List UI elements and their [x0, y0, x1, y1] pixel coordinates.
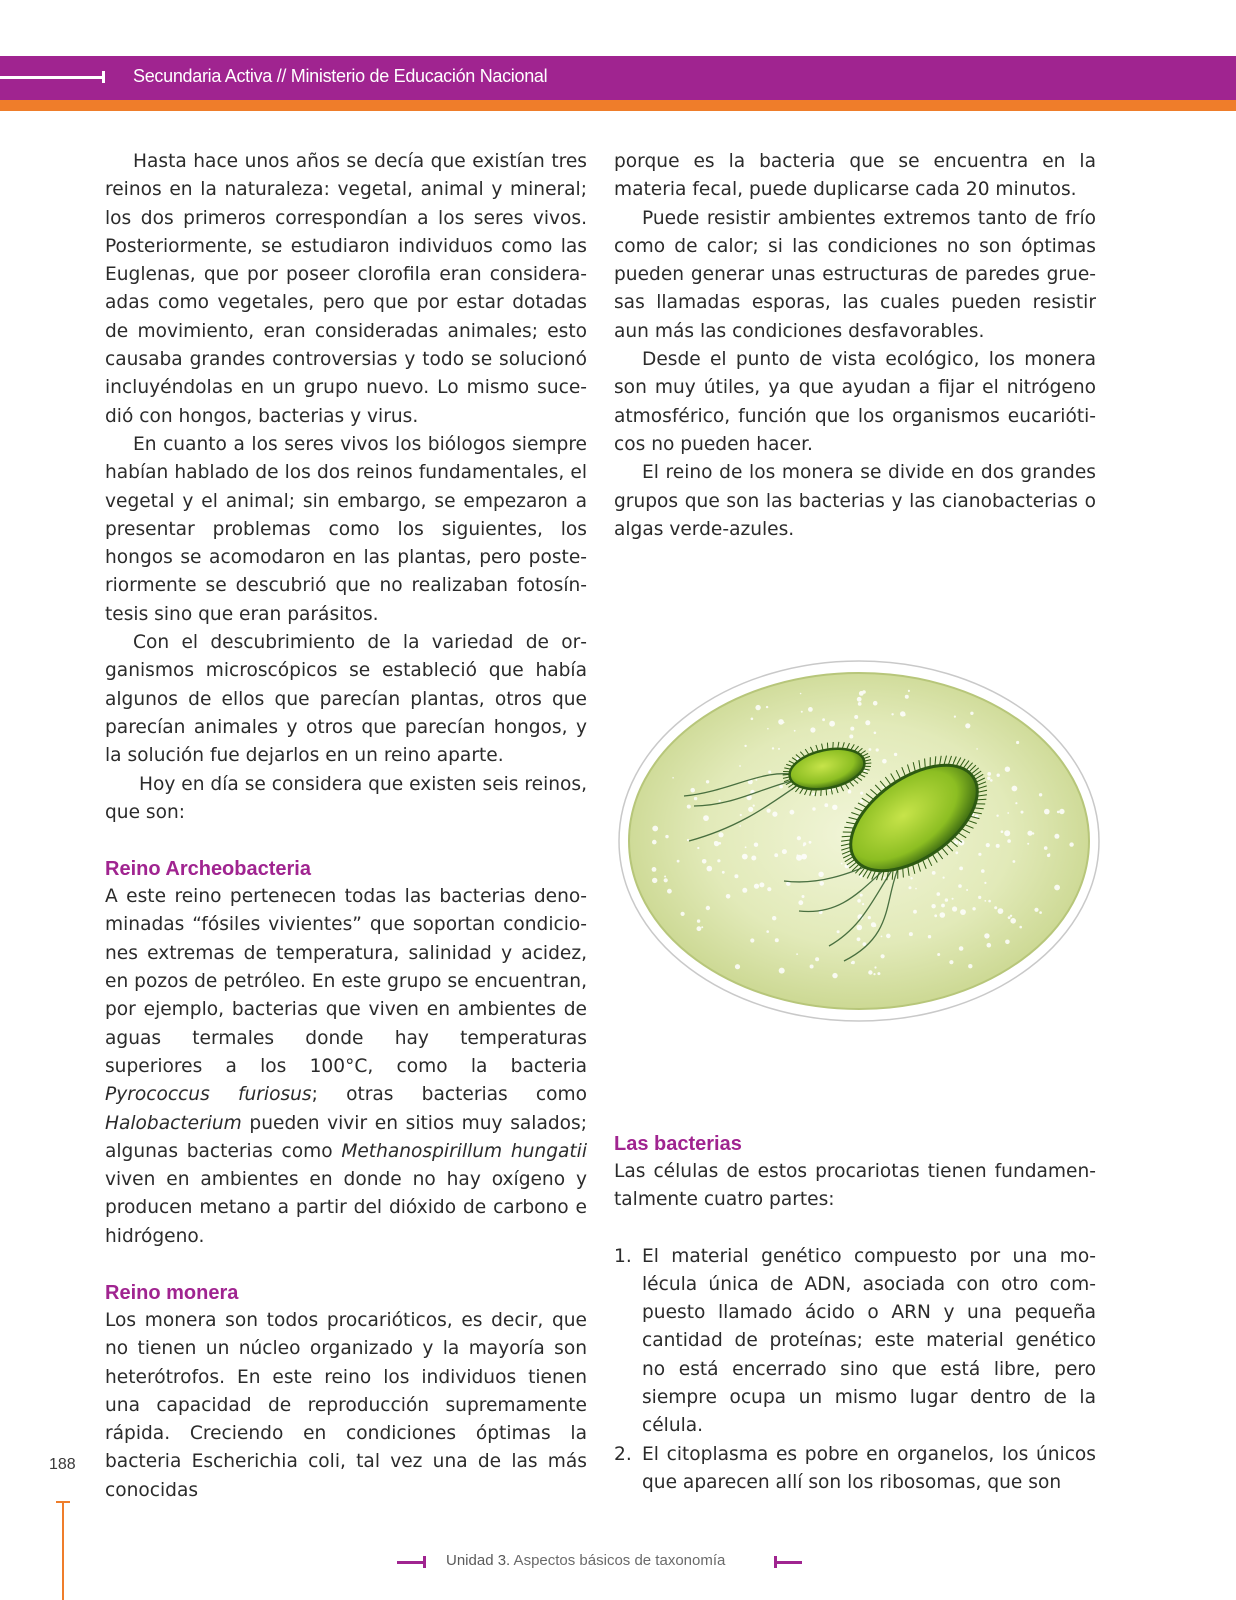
speckle — [801, 711, 803, 713]
speckle — [984, 900, 986, 902]
speckle — [775, 938, 779, 942]
speckle — [1049, 853, 1051, 855]
speckle — [794, 730, 796, 732]
speckle — [667, 889, 672, 894]
groups-paragraph: El reino de los monera se divide en dos grandes grupos que son las bacterias y las cianobacterias o algas verde-azules. — [614, 462, 1096, 540]
speckle — [1059, 809, 1064, 814]
speckle — [751, 856, 756, 861]
speckle — [1021, 811, 1024, 814]
speckle — [1010, 915, 1012, 917]
speckle — [829, 721, 835, 727]
speckle — [1012, 786, 1018, 792]
speckle — [819, 881, 824, 886]
spores-paragraph: Puede resistir ambientes extremos tanto de frío como de calor; si las condiciones no son óptimas pueden generar unas estructuras de paredes gruesas llamadas esporas, las cuales pueden resistir aun más las condiciones desfavorables. — [614, 207, 1096, 342]
speckle — [932, 871, 936, 875]
speckle — [706, 780, 709, 783]
speckle — [876, 748, 879, 751]
speckle — [941, 904, 945, 908]
speckle — [744, 745, 746, 747]
speckle — [1039, 793, 1042, 796]
speckle — [905, 695, 909, 699]
speckle — [1004, 830, 1010, 836]
speckle — [931, 904, 935, 908]
speckle — [850, 727, 854, 731]
speckle — [664, 876, 666, 878]
speckle — [913, 910, 917, 914]
speckle — [976, 748, 978, 750]
speckle — [755, 705, 760, 710]
cilium — [976, 799, 986, 800]
speckle — [978, 853, 981, 856]
speckle — [664, 878, 668, 882]
speckle — [958, 884, 962, 888]
speckle — [928, 935, 931, 938]
speckle — [707, 866, 713, 872]
speckle — [873, 701, 878, 706]
speckle — [882, 759, 887, 764]
speckle — [672, 777, 674, 779]
cilium — [842, 836, 852, 837]
page-number: 188 — [49, 1456, 76, 1473]
speckle — [972, 907, 975, 910]
speckle — [1015, 802, 1017, 804]
speckle — [1007, 812, 1009, 814]
header-rule — [0, 76, 104, 79]
speckle — [755, 779, 757, 781]
speckle — [694, 797, 697, 800]
speckle — [796, 855, 802, 861]
speckle — [1027, 831, 1032, 836]
speckle — [858, 702, 862, 706]
speckle — [949, 960, 953, 964]
species-methanospirillum: Methanospirillum hungatii — [341, 1140, 588, 1162]
speckle — [800, 693, 802, 695]
speckle — [894, 753, 897, 756]
speckle — [869, 748, 872, 751]
speckle — [934, 914, 937, 917]
speckle — [1005, 767, 1010, 772]
speckle — [945, 898, 948, 901]
speckle — [767, 728, 769, 730]
bacteria-petri-dish-illustration — [614, 656, 1104, 1026]
speckle — [860, 894, 863, 897]
speckle — [796, 953, 798, 955]
speckle — [915, 888, 917, 890]
speckle — [984, 933, 989, 938]
speckle — [706, 906, 710, 910]
speckle — [748, 807, 753, 812]
speckle — [808, 707, 813, 712]
speckle — [1034, 908, 1038, 912]
speckle — [873, 924, 876, 927]
speckle — [981, 869, 985, 873]
cilium — [826, 789, 827, 796]
list-item: 1. El material genético compuesto por una molécula única de ADN, asociada con otro compuesto llamado ácido o ARN y una pequeña cantidad de proteínas; este material genético no está encerrado sino que está libre, pero siempre ocupa un mismo lugar dentro de la célula. — [614, 1245, 1096, 1437]
page-margin-rule-tick — [56, 1501, 70, 1503]
speckle — [702, 859, 707, 864]
speckle — [690, 788, 695, 793]
speckle — [873, 973, 875, 975]
bacteria-parts-list — [614, 1243, 1096, 1498]
speckle — [874, 966, 876, 968]
speckle — [772, 747, 774, 749]
speckle — [952, 898, 954, 900]
speckle — [868, 970, 872, 974]
speckle — [1057, 811, 1060, 814]
speckle — [802, 895, 805, 898]
speckle — [1001, 830, 1004, 833]
heading-monera: Reino monera — [105, 1281, 239, 1304]
speckle — [718, 800, 720, 802]
speckle — [832, 805, 837, 810]
speckle — [714, 841, 718, 845]
speckle — [970, 712, 973, 715]
speckle — [1008, 916, 1011, 919]
ecology-paragraph: Desde el punto de vista ecológico, los monera son muy útiles, ya que ayudan a fijar el nitrógeno atmosférico, función que los organismos eucarióticos no pueden hacer. — [614, 349, 1096, 455]
speckle — [766, 930, 769, 933]
speckle — [803, 844, 805, 846]
cilium — [925, 759, 926, 769]
footer-rule-right — [775, 1561, 802, 1564]
speckle — [652, 826, 658, 832]
intro-paragraph-2: En cuanto a los seres vivos los biólogos siempre habían hablado de los dos reinos fundamentales, el vegetal y el animal; sin embargo, se empezaron a presentar problemas como los siguientes, los hongos se acomodaron en las plantas, pero posteriormente se descubrió que no realizaban fotosíntesis sino que eran parásitos. — [105, 433, 587, 625]
speckle — [959, 946, 964, 951]
speckle — [687, 839, 689, 841]
speckle — [860, 799, 863, 802]
speckle — [848, 790, 852, 794]
speckle — [854, 715, 858, 719]
speckle — [1054, 885, 1060, 891]
speckle — [740, 814, 742, 816]
footer-rule-left-tick — [423, 1556, 426, 1568]
speckle — [998, 908, 1004, 914]
speckle — [665, 835, 668, 838]
speckle — [774, 853, 778, 857]
speckle — [734, 874, 738, 878]
header-title: Secundaria Activa // Ministerio de Educación Nacional — [133, 66, 548, 86]
speckle — [801, 854, 807, 860]
speckle — [857, 899, 861, 903]
speckle — [857, 925, 863, 931]
speckle — [857, 937, 861, 941]
speckle — [987, 943, 992, 948]
speckle — [782, 849, 787, 854]
speckle — [940, 912, 946, 918]
speckle — [798, 900, 803, 905]
speckle — [1054, 834, 1059, 839]
speckle — [778, 719, 784, 725]
speckle — [968, 964, 972, 968]
cilium — [783, 774, 790, 775]
speckle — [859, 691, 864, 696]
speckle — [994, 906, 997, 909]
speckle — [717, 859, 720, 862]
speckle — [965, 723, 970, 728]
speckle — [910, 877, 912, 879]
speckle — [652, 867, 657, 872]
speckle — [987, 777, 990, 780]
speckle — [1027, 843, 1029, 845]
speckle — [1039, 911, 1042, 914]
speckle — [750, 938, 754, 942]
speckle — [759, 882, 764, 887]
speckle — [1016, 741, 1019, 744]
header-accent-stripe — [0, 100, 1236, 111]
speckle — [877, 972, 880, 975]
speckle — [824, 803, 828, 807]
speckle — [955, 851, 958, 854]
speckle — [881, 954, 885, 958]
speckle — [996, 815, 998, 817]
speckle — [862, 903, 864, 905]
speckle — [778, 748, 780, 750]
species-halobacterium: Halobacterium — [105, 1112, 242, 1134]
speckle — [1019, 926, 1022, 929]
speckle — [754, 884, 759, 889]
left-column — [105, 148, 587, 1505]
speckle — [984, 882, 986, 884]
speckle — [753, 805, 755, 807]
speckle — [652, 840, 657, 845]
speckle — [810, 727, 815, 732]
speckle — [1069, 842, 1073, 846]
speckle — [886, 934, 891, 939]
continuation-paragraph: porque es la bacteria que se encuentra en la materia fecal, puede duplicarse cada 20 minutos. — [614, 151, 1096, 201]
speckle — [767, 887, 771, 891]
speckle — [703, 815, 709, 821]
speckle — [697, 847, 699, 849]
speckle — [959, 867, 963, 871]
speckle — [790, 810, 795, 815]
speckle — [966, 889, 968, 891]
speckle — [809, 841, 812, 844]
speckle — [812, 807, 815, 810]
speckle — [909, 932, 913, 936]
speckle — [742, 854, 748, 860]
speckle — [742, 888, 747, 893]
speckle — [952, 906, 957, 911]
speckle — [745, 846, 747, 848]
intro-paragraph-3: Con el descubrimiento de la variedad de organismos microscópicos se estableció que había algunos de ellos que parecían plantas, otros que parecían animales y otros que parecían hongos, y la solución fue dejarlos en un reino aparte. — [105, 632, 587, 767]
bacterias-intro: Las células de estos procariotas tienen fundamentalmente cuatro partes: — [614, 1161, 1096, 1211]
speckle — [937, 892, 941, 896]
speckle — [1044, 846, 1048, 850]
speckle — [687, 805, 691, 809]
page-margin-rule — [62, 1502, 64, 1600]
speckle — [997, 774, 1000, 777]
speckle — [772, 812, 777, 817]
list-item: 2. El citoplasma es pobre en organelos, los únicos que aparecen allí son los ribosomas, que son — [614, 1443, 1096, 1493]
speckle — [909, 886, 912, 889]
speckle — [988, 900, 991, 903]
speckle — [954, 716, 956, 718]
speckle — [1032, 832, 1034, 834]
cilium — [864, 763, 871, 764]
speckle — [697, 919, 700, 922]
speckle — [701, 926, 703, 928]
speckle — [837, 930, 840, 933]
speckle — [860, 792, 863, 795]
cilium — [903, 868, 904, 878]
speckle — [832, 973, 837, 978]
speckle — [883, 877, 885, 879]
speckle — [768, 771, 771, 774]
speckle — [943, 877, 945, 879]
speckle — [908, 690, 910, 692]
speckle — [857, 697, 862, 702]
speckle — [697, 926, 702, 931]
speckle — [779, 968, 785, 974]
speckle — [1013, 860, 1016, 863]
speckle — [722, 871, 725, 874]
speckle — [891, 713, 893, 715]
speckle — [978, 896, 981, 899]
speckle — [751, 718, 754, 721]
speckle — [1010, 918, 1016, 924]
speckle — [822, 718, 825, 721]
cilium — [827, 743, 828, 750]
speckle — [996, 844, 1000, 848]
speckle — [754, 843, 758, 847]
speckle — [677, 860, 680, 863]
speckle — [718, 832, 723, 837]
speckle — [937, 953, 940, 956]
speckle — [1005, 940, 1010, 945]
heading-archeobacteria: Reino Archeobacteria — [105, 858, 311, 881]
speckle — [812, 793, 815, 796]
speckle — [881, 936, 883, 938]
speckle — [874, 732, 877, 735]
speckle — [810, 965, 814, 969]
speckle — [900, 711, 905, 716]
speckle — [1044, 809, 1050, 815]
speckle — [865, 720, 870, 725]
speckle — [868, 916, 871, 919]
speckle — [767, 809, 771, 813]
speckle — [766, 706, 768, 708]
intro-paragraph-1: Hasta hace unos años se decía que existían tres reinos en la naturaleza: vegetal, animal y mineral; los dos primeros correspondían a los seres vivos. Posteriormente, se estudiaron individuos como las Euglenas, que por poseer clorofila eran consideraadas como vegetales, pero que por estar dotadas de movimiento, eran consideradas animales; esto causaba grandes controversias y todo se solucionó incluyéndolas en un grupo nuevo. Lo mismo sucedió con hongos, bacterias y virus. — [105, 151, 587, 427]
speckle — [815, 957, 819, 961]
archeobacteria-paragraph: A este reino pertenecen todas las bacterias denominadas “fósiles vivientes” que soportan condiciones extremas de temperatura, salinidad y acidez, en pozos de petróleo. En este grupo se encuentran, por ejemplo, bacterias que viven en ambientes de aguas termales donde hay temperaturas superiores a los 100°C, como la bacteria Pyrococcus furiosus; otras bacterias como Halobacterium pueden vivir en sitios muy salados; algunas bacterias como Methanospirillum hungatii viven en ambientes en donde no hay oxígeno y producen metano a partir del dióxido de carbono e hidrógeno. — [105, 886, 588, 1247]
speckle — [739, 765, 741, 767]
speckle — [849, 735, 853, 739]
speckle — [726, 894, 731, 899]
monera-paragraph: Los monera son todos procarióticos, es decir, que no tienen un núcleo organizado y la mayoría son heterótrofos. En este reino los individuos tienen una capacidad de reproducción supremamente rápida. Creciendo en condiciones óptimas la bacteria Escherichia coli, tal vez una de las más conocidas — [105, 1309, 587, 1501]
speckle — [797, 836, 801, 840]
speckle — [739, 825, 741, 827]
species-pyrococcus: Pyrococcus furiosus — [105, 1084, 312, 1106]
intro-paragraph-4: Hoy en día se considera que existen seis reinos, que son: — [105, 773, 587, 823]
speckle — [990, 779, 993, 782]
speckle — [681, 912, 685, 916]
footer-unit-label: Unidad 3. Aspectos básicos de taxonomía — [446, 1552, 726, 1569]
speckle — [987, 772, 991, 776]
speckle — [719, 842, 722, 845]
speckle — [772, 916, 776, 920]
speckle — [841, 863, 843, 865]
heading-bacterias: Las bacterias — [614, 1133, 742, 1155]
speckle — [735, 964, 740, 969]
speckle — [851, 962, 853, 964]
bacterias-section — [614, 1130, 1096, 1497]
speckle — [1007, 839, 1011, 843]
speckle — [779, 785, 783, 789]
right-column — [614, 148, 1096, 544]
footer-rule-left — [397, 1561, 424, 1564]
speckle — [863, 942, 867, 946]
header-rule-tick — [102, 71, 105, 83]
speckle — [960, 909, 966, 915]
speckle — [986, 843, 990, 847]
speckle — [652, 878, 657, 883]
speckle — [818, 872, 823, 877]
